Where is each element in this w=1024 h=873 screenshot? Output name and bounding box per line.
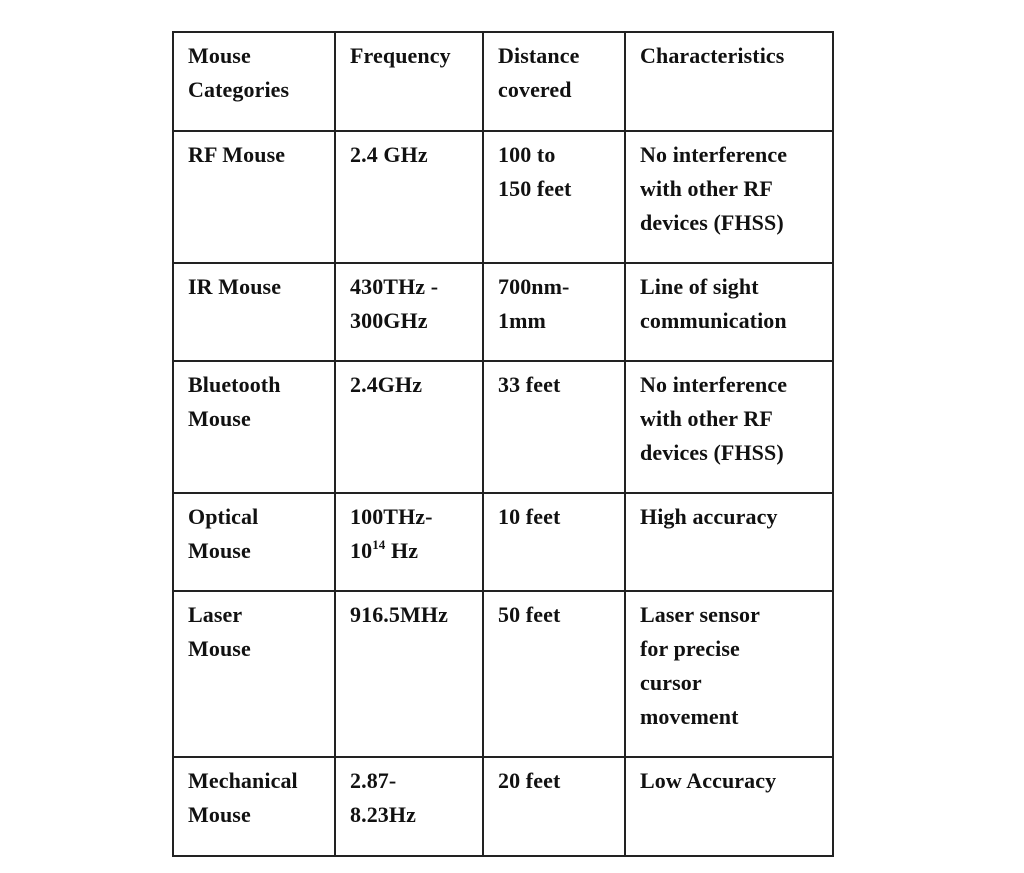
cell-frequency	[335, 493, 483, 591]
table-row	[173, 131, 833, 263]
cell-characteristics: Line of sight communication	[625, 263, 833, 361]
cell-category: RF Mouse	[173, 131, 335, 263]
table-row	[173, 361, 833, 493]
cell-frequency: 2.87- 8.23Hz	[335, 757, 483, 856]
cell-frequency: 2.4 GHz	[335, 131, 483, 263]
cell-distance: 20 feet	[483, 757, 625, 856]
cell-category: Optical Mouse	[173, 493, 335, 591]
cell-characteristics: No interference with other RF devices (FHSS)	[625, 131, 833, 263]
cell-characteristics: Laser sensor for precise cursor movement	[625, 591, 833, 757]
cell-distance: 700nm- 1mm	[483, 263, 625, 361]
cell-distance: 100 to 150 feet	[483, 131, 625, 263]
mouse-comparison-table	[172, 31, 834, 857]
cell-frequency: 2.4GHz	[335, 361, 483, 493]
cell-category: Bluetooth Mouse	[173, 361, 335, 493]
cell-frequency: 430THz - 300GHz	[335, 263, 483, 361]
cell-characteristics: High accuracy	[625, 493, 833, 591]
frequency-exponent: 14	[372, 537, 386, 552]
table-header-row	[173, 32, 833, 131]
cell-frequency: 916.5MHz	[335, 591, 483, 757]
frequency-unit: Hz	[385, 538, 419, 563]
frequency-line-1: 100THz-	[350, 504, 433, 529]
cell-category: IR Mouse	[173, 263, 335, 361]
table-row	[173, 493, 833, 591]
header-mouse-categories: Mouse Categories	[173, 32, 335, 131]
header-frequency: Frequency	[335, 32, 483, 131]
cell-distance: 50 feet	[483, 591, 625, 757]
cell-category: Laser Mouse	[173, 591, 335, 757]
header-characteristics: Characteristics	[625, 32, 833, 131]
table-row	[173, 757, 833, 856]
cell-category: Mechanical Mouse	[173, 757, 335, 856]
table-row	[173, 263, 833, 361]
table-row	[173, 591, 833, 757]
frequency-base: 10	[350, 538, 373, 563]
cell-characteristics: No interference with other RF devices (FHSS)	[625, 361, 833, 493]
cell-characteristics: Low Accuracy	[625, 757, 833, 856]
cell-distance: 10 feet	[483, 493, 625, 591]
cell-distance: 33 feet	[483, 361, 625, 493]
header-distance-covered: Distance covered	[483, 32, 625, 131]
